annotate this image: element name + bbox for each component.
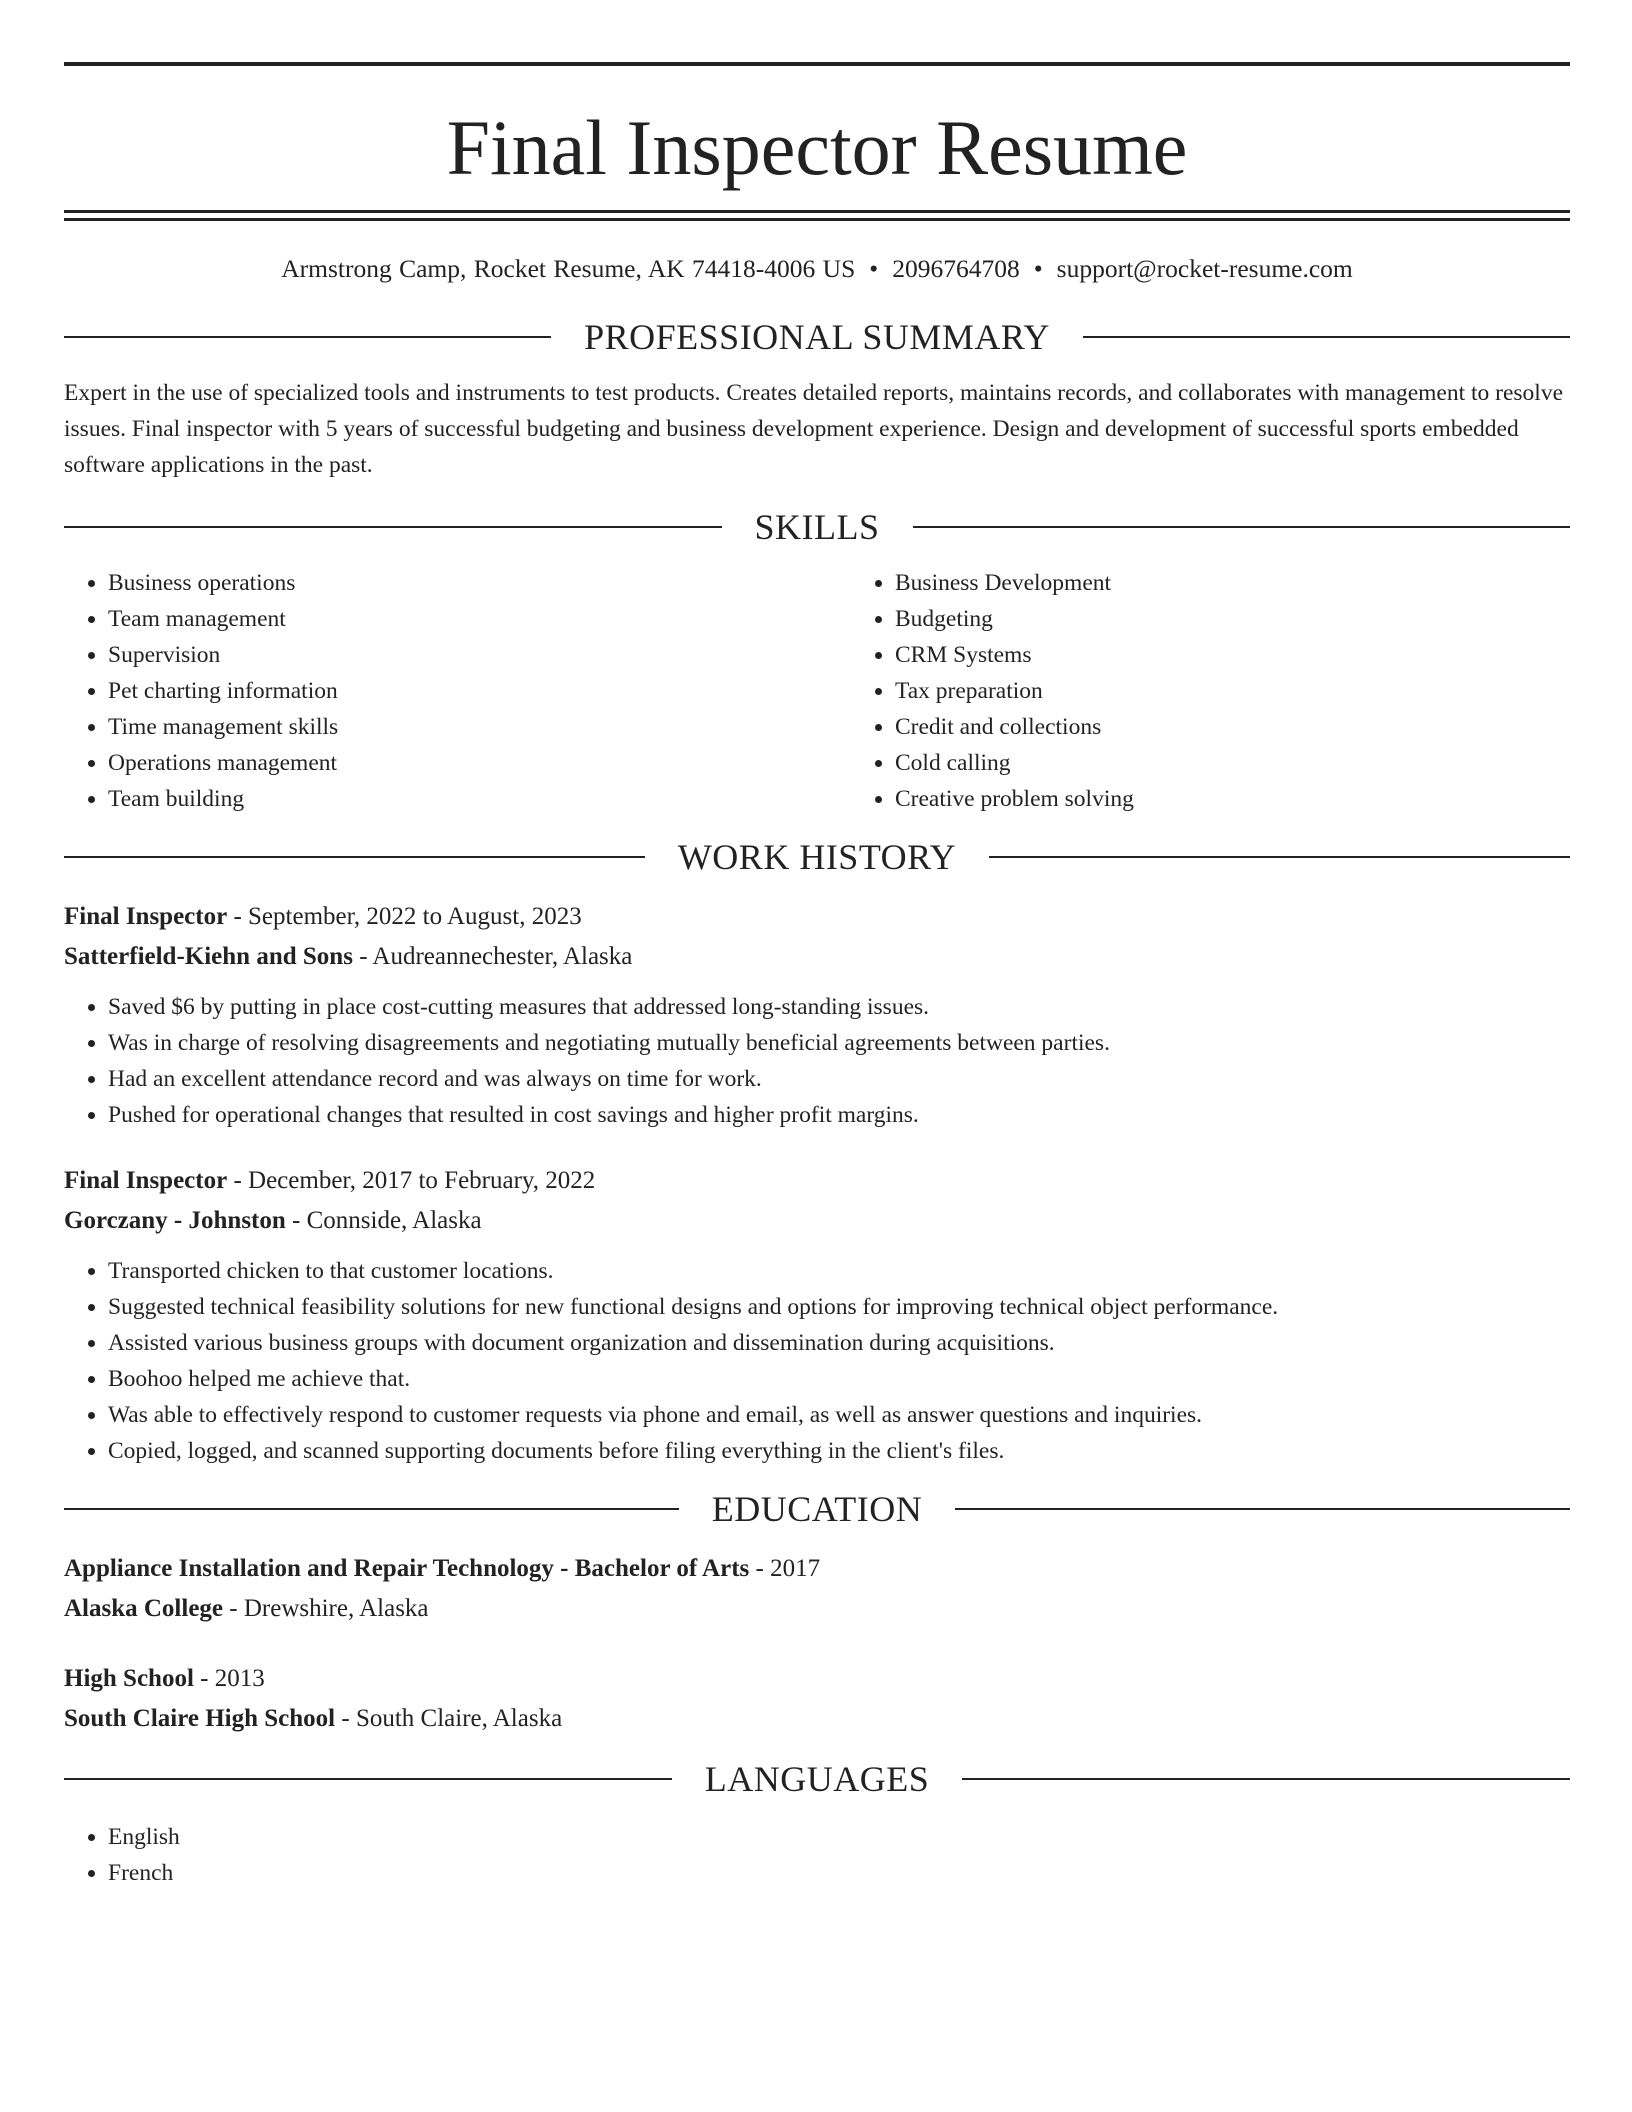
section-rule-right (989, 856, 1570, 858)
skills-list-right (851, 565, 1632, 817)
skill-item: • CRM Systems (895, 637, 1632, 673)
top-rule (64, 62, 1570, 66)
language-item: • French (108, 1855, 1570, 1891)
job-company-line (64, 1201, 1570, 1241)
skill-item: • Business operations (108, 565, 851, 601)
section-title-work-history: WORK HISTORY (677, 837, 957, 877)
education-school-line (64, 1589, 1570, 1629)
job-title: Final Inspector (64, 1167, 228, 1194)
section-header-skills (64, 505, 1570, 549)
skills-columns (64, 565, 1570, 817)
job-duties-list (64, 1253, 1570, 1469)
education-year: - 2017 (749, 1555, 821, 1582)
section-header-languages (64, 1757, 1570, 1801)
education-location: - South Claire, Alaska (335, 1705, 563, 1732)
job-duty: • Boohoo helped me achieve that. (108, 1361, 1570, 1397)
contact-separator: • (869, 254, 879, 283)
skill-item: • Cold calling (895, 745, 1632, 781)
section-header-education (64, 1487, 1570, 1531)
skill-item: • Tax preparation (895, 673, 1632, 709)
job-location: - Audreannechester, Alaska (352, 943, 633, 970)
section-title-summary: PROFESSIONAL SUMMARY (584, 317, 1050, 357)
job-title-line (64, 1161, 1570, 1201)
education-degree-line (64, 1659, 1570, 1699)
job-duty: • Copied, logged, and scanned supporting documents before filing everything in the client's files. (108, 1433, 1570, 1469)
job-duty: • Pushed for operational changes that resulted in cost savings and higher profit margins. (108, 1097, 1570, 1133)
section-rule-left (64, 336, 551, 338)
section-rule-right (955, 1508, 1570, 1510)
job-duties-list (64, 989, 1570, 1133)
skill-item: • Business Development (895, 565, 1632, 601)
education-entry (64, 1659, 1570, 1739)
section-header-work-history (64, 835, 1570, 879)
skill-item: • Team building (108, 781, 851, 817)
job-entry (64, 1161, 1570, 1469)
skill-item: • Pet charting information (108, 673, 851, 709)
education-degree-line (64, 1549, 1570, 1589)
job-location: - Connside, Alaska (285, 1207, 482, 1234)
job-company: Gorczany - Johnston (64, 1207, 286, 1234)
skill-item: • Time management skills (108, 709, 851, 745)
skill-item: • Team management (108, 601, 851, 637)
education-degree: Appliance Installation and Repair Technology - Bachelor of Arts (64, 1555, 750, 1582)
job-duty: • Had an excellent attendance record and was always on time for work. (108, 1061, 1570, 1097)
job-dates: - December, 2017 to February, 2022 (227, 1167, 596, 1194)
page-title: Final Inspector Resume (446, 104, 1188, 191)
job-title: Final Inspector (64, 903, 228, 930)
skill-item: • Budgeting (895, 601, 1632, 637)
section-rule-right (962, 1778, 1570, 1780)
section-rule-left (64, 1508, 679, 1510)
language-item: • English (108, 1819, 1570, 1855)
skill-item: • Supervision (108, 637, 851, 673)
skill-item: • Operations management (108, 745, 851, 781)
education-school: Alaska College (64, 1595, 224, 1622)
section-rule-left (64, 856, 645, 858)
title-rule-lower (64, 218, 1570, 221)
section-rule-left (64, 1778, 672, 1780)
job-title-line (64, 897, 1570, 937)
education-degree: High School (64, 1665, 194, 1692)
job-duty: • Saved $6 by putting in place cost-cutting measures that addressed long-standing issues. (108, 989, 1570, 1025)
education-year: - 2013 (193, 1665, 265, 1692)
job-duty: • Transported chicken to that customer locations. (108, 1253, 1570, 1289)
job-entry (64, 897, 1570, 1133)
job-duty: • Suggested technical feasibility solutions for new functional designs and options for improving technical object performance. (108, 1289, 1570, 1325)
job-duty: • Was able to effectively respond to customer requests via phone and email, as well as answer questions and inquiries. (108, 1397, 1570, 1433)
skill-item: • Creative problem solving (895, 781, 1632, 817)
resume-page (64, 0, 1570, 1891)
section-title-education: EDUCATION (711, 1489, 923, 1529)
education-entry (64, 1549, 1570, 1629)
contact-email: support@rocket-resume.com (1056, 254, 1353, 283)
education-school: South Claire High School (64, 1705, 336, 1732)
section-rule-left (64, 526, 722, 528)
job-duty: • Was in charge of resolving disagreements and negotiating mutually beneficial agreements between parties. (108, 1025, 1570, 1061)
education-location: - Drewshire, Alaska (223, 1595, 429, 1622)
section-rule-right (913, 526, 1571, 528)
contact-separator: • (1033, 254, 1043, 283)
title-rule-upper (64, 210, 1570, 213)
skills-list-left (64, 565, 851, 817)
section-rule-right (1083, 336, 1570, 338)
contact-phone: 2096764708 (892, 254, 1020, 283)
job-company-line (64, 937, 1570, 977)
languages-list (64, 1819, 1570, 1891)
professional-summary-text: Expert in the use of specialized tools and instruments to test products. Creates detailed reports, maintains records, and collaborates with management to resolve issues. Final inspector with 5 years of successful budgeting and business development experience. Design and development of successful sports embedded software applications in the past. (64, 380, 1563, 478)
job-company: Satterfield-Kiehn and Sons (64, 943, 353, 970)
section-title-languages: LANGUAGES (704, 1759, 930, 1799)
section-title-skills: SKILLS (754, 507, 880, 547)
contact-line (64, 251, 1570, 287)
education-school-line (64, 1699, 1570, 1739)
job-duty: • Assisted various business groups with document organization and dissemination during acquisitions. (108, 1325, 1570, 1361)
job-dates: - September, 2022 to August, 2023 (227, 903, 582, 930)
section-header-summary (64, 315, 1570, 359)
contact-address: Armstrong Camp, Rocket Resume, AK 74418-4006 US (281, 254, 856, 283)
skill-item: • Credit and collections (895, 709, 1632, 745)
